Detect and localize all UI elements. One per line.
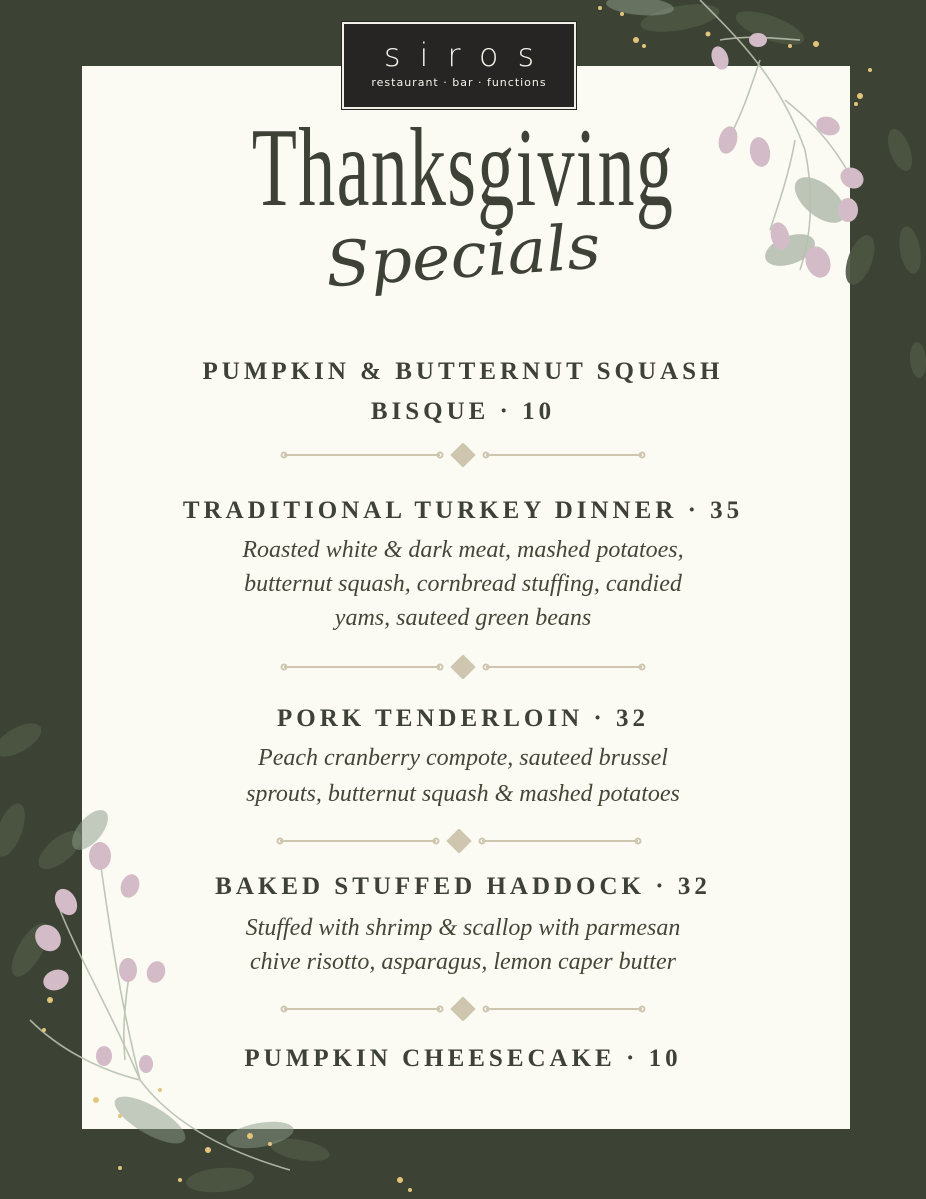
menu-item-description: Peach cranberry compote, sauteed brussel [258,745,668,771]
ornamental-divider [280,655,646,679]
menu-item-name: TRADITIONAL TURKEY DINNER · 35 [182,497,744,524]
menu-item-name: BISQUE · 10 [370,398,556,425]
menu-item-description: Stuffed with shrimp & scallop with parmesan [245,915,681,941]
menu-item-description: butternut squash, cornbread stuffing, candied [244,571,682,597]
menu-item-name: BAKED STUFFED HADDOCK · 32 [215,873,711,900]
menu-item-description: sprouts, butternut squash & mashed potatoes [246,781,680,807]
page-title: Thanksgiving [251,106,675,230]
ornamental-divider [276,829,642,853]
menu-item-description: Roasted white & dark meat, mashed potatoes, [242,537,684,563]
siros-logo [342,22,576,109]
menu-item-description: yams, sauteed green beans [334,605,592,631]
ornamental-divider [280,997,646,1021]
logo-name: siros [383,36,554,74]
menu-item-name: PUMPKIN CHEESECAKE · 10 [244,1045,682,1072]
menu-item-name: PUMPKIN & BUTTERNUT SQUASH [202,358,724,385]
menu-item-description: chive risotto, asparagus, lemon caper butter [250,949,676,975]
page-subtitle: Specials [323,209,603,302]
menu-item-name: PORK TENDERLOIN · 32 [277,705,649,732]
ornamental-divider [280,443,646,467]
logo-tagline: restaurant · bar · functions [371,76,547,89]
